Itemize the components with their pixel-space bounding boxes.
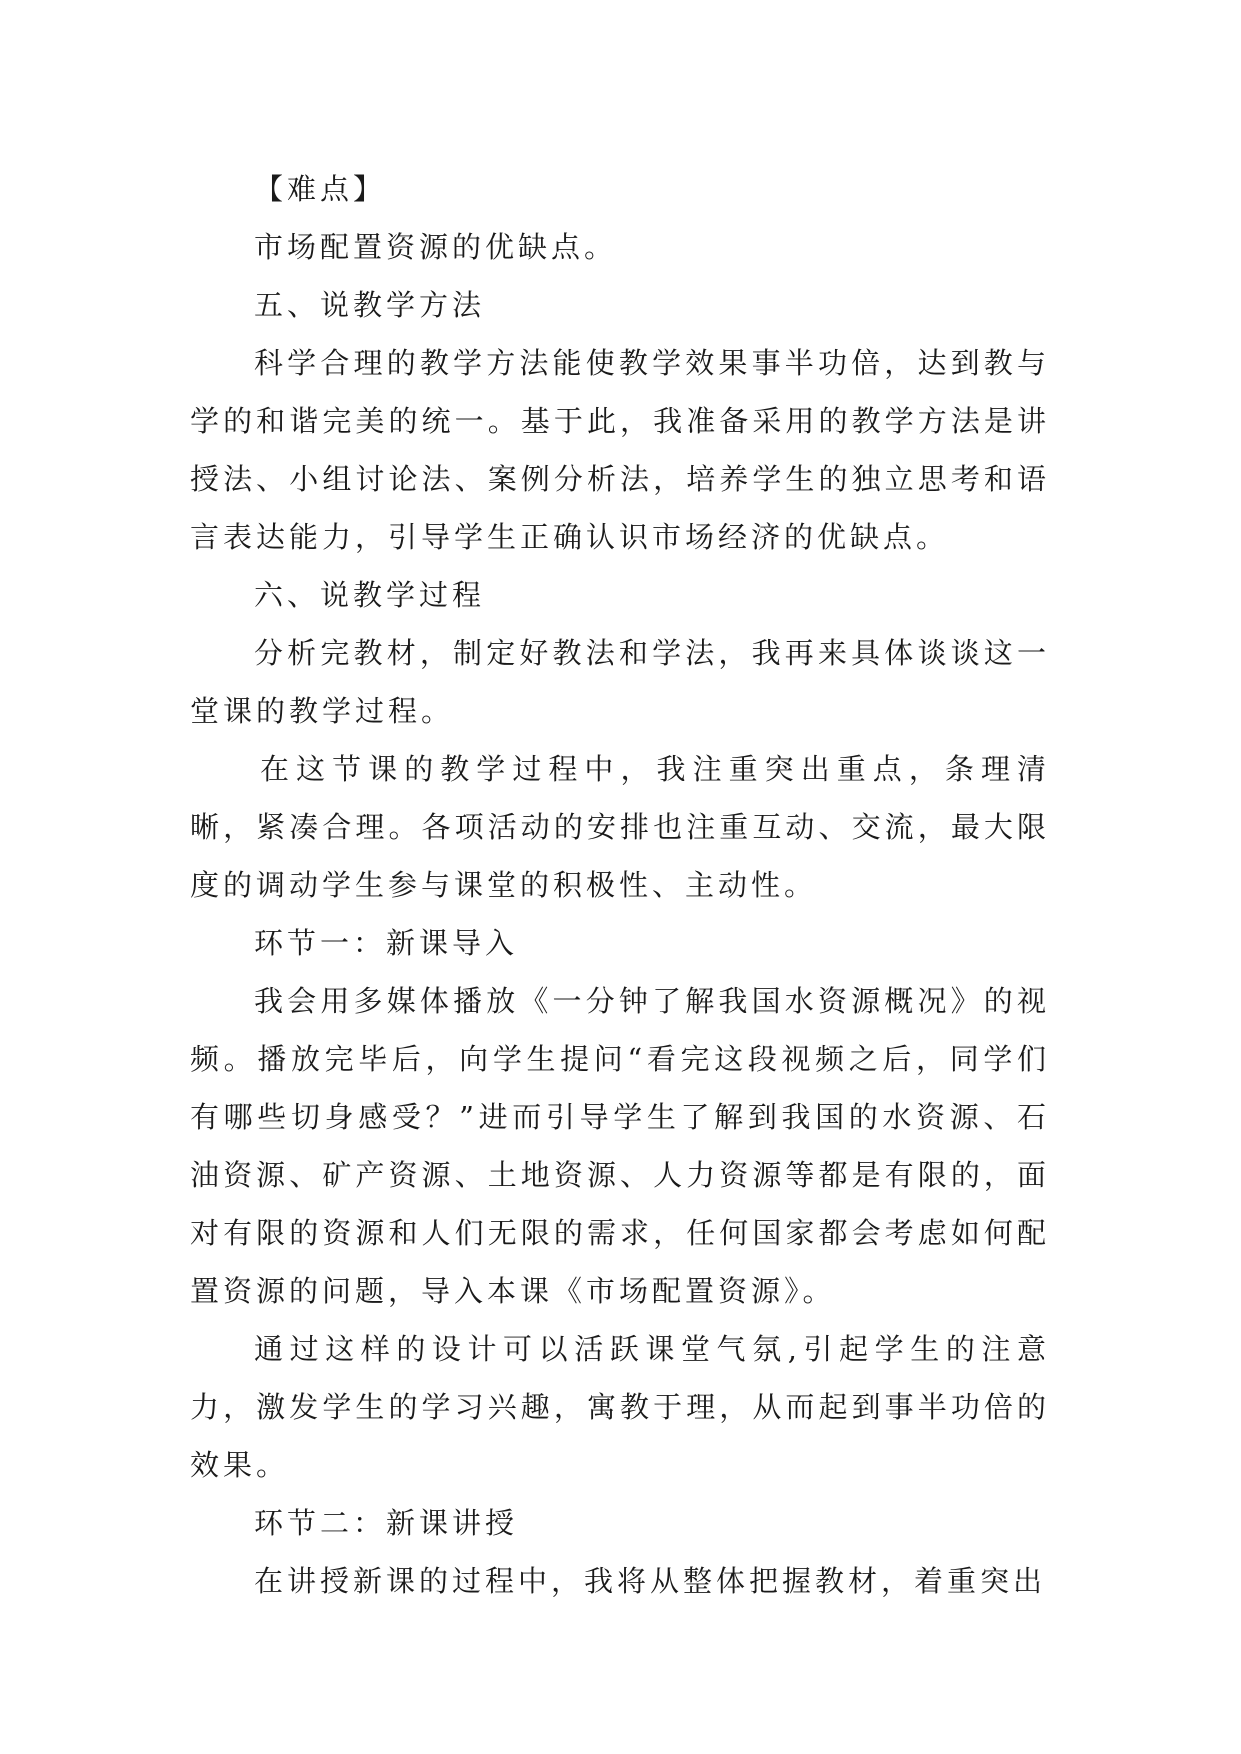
heading-step-two: 环节二：新课讲授 [254,1506,519,1540]
paragraph-teaching-method: 科学合理的教学方法能使教学效果事半功倍，达到教与学的和谐完美的统一。基于此，我准备采用的教学方法是讲授法、小组讨论法、案例分析法，培养学生的独立思考和语言表达能力，引导学生正确认识市场经济的优缺点。 [190,346,1050,554]
heading-teaching-method: 五、说教学方法 [254,288,486,322]
heading-teaching-process: 六、说教学过程 [254,578,486,612]
paragraph-difficulty-text: 市场配置资源的优缺点。 [254,230,618,264]
paragraph-step-two: 在讲授新课的过程中，我将从整体把握教材，着重突出 [254,1564,1047,1598]
heading-step-one: 环节一：新课导入 [254,926,519,960]
document-body [190,160,1050,1610]
paragraph-process-intro: 分析完教材，制定好教法和学法，我再来具体谈谈这一堂课的教学过程。 [190,636,1050,728]
paragraph-process-focus: 在这节课的教学过程中，我注重突出重点，条理清晰，紧凑合理。各项活动的安排也注重互动、交流，最大限度的调动学生参与课堂的积极性、主动性。 [190,752,1050,902]
heading-difficulty: 【难点】 [254,172,387,206]
paragraph-step-one-effect: 通过这样的设计可以活跃课堂气氛,引起学生的注意力，激发学生的学习兴趣，寓教于理，从而起到事半功倍的效果。 [190,1332,1050,1482]
paragraph-step-one: 我会用多媒体播放《一分钟了解我国水资源概况》的视频。播放完毕后，向学生提问“看完这段视频之后，同学们有哪些切身感受？”进而引导学生了解到我国的水资源、石油资源、矿产资源、土地资源、人力资源等都是有限的，面对有限的资源和人们无限的需求，任何国家都会考虑如何配置资源的问题，导入本课《市场配置资源》。 [190,984,1050,1308]
